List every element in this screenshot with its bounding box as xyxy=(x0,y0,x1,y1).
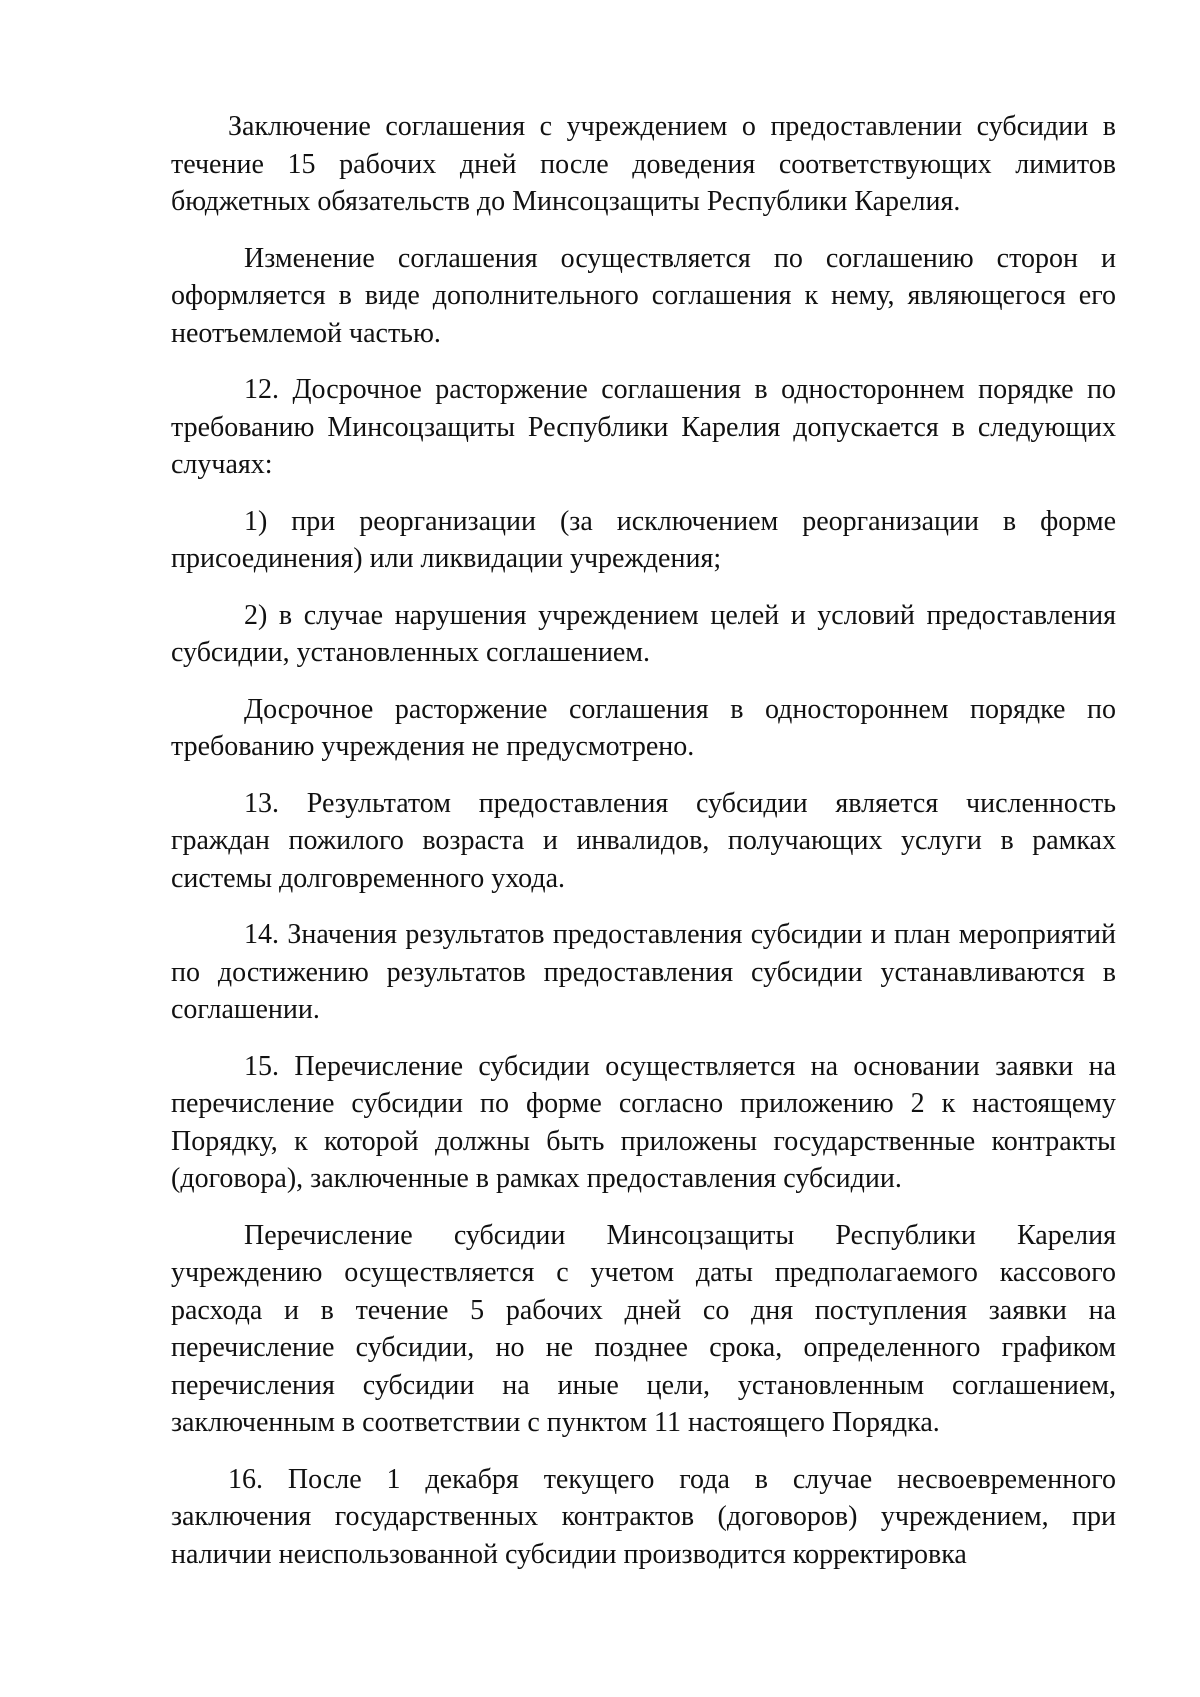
paragraph-termination-by-institution: Досрочное расторжение соглашения в одностороннем порядке по требованию учреждения не предусмотрено. xyxy=(171,693,1116,762)
paragraph-item-12: 12. Досрочное расторжение соглашения в одностороннем порядке по требованию Минсоцзащиты Республики Карелия допускается в следующих случаях: xyxy=(171,374,1116,480)
paragraph-item-14: 14. Значения результатов предоставления субсидии и план мероприятий по достижению результатов предоставления субсидии устанавливаются в соглашении. xyxy=(171,919,1116,1025)
document-body xyxy=(171,108,1116,1573)
paragraph-item-12-case-2: 2) в случае нарушения учреждением целей и условий предоставления субсидии, установленных соглашением. xyxy=(171,599,1116,668)
paragraph-agreement-conclusion: Заключение соглашения с учреждением о предоставлении субсидии в течение 15 рабочих дней после доведения соответствующих лимитов бюджетных обязательств до Минсоцзащиты Республики Карелия. xyxy=(171,111,1116,217)
paragraph-item-16: 16. После 1 декабря текущего года в случае несвоевременного заключения государственных контрактов (договоров) учреждением, при наличии неиспользованной субсидии производится корректировка xyxy=(171,1463,1116,1570)
paragraph-item-15: 15. Перечисление субсидии осуществляется на основании заявки на перечисление субсидии по форме согласно приложению 2 к настоящему Порядку, к которой должны быть приложены государственные контракты (договора), заключенные в рамках предоставления субсидии. xyxy=(171,1050,1116,1194)
paragraph-item-12-case-1: 1) при реорганизации (за исключением реорганизации в форме присоединения) или ликвидации учреждения; xyxy=(171,505,1116,574)
paragraph-transfer-terms: Перечисление субсидии Минсоцзащиты Республики Карелия учреждению осуществляется с учетом даты предполагаемого кассового расхода и в течение 5 рабочих дней со дня поступления заявки на перечисление субсидии, но не позднее срока, определенного графиком перечисления субсидии на иные цели, установленным соглашением, заключенным в соответствии с пунктом 11 настоящего Порядка. xyxy=(171,1219,1116,1438)
paragraph-item-13: 13. Результатом предоставления субсидии является численность граждан пожилого возраста и инвалидов, получающих услуги в рамках системы долговременного ухода. xyxy=(171,787,1116,894)
paragraph-agreement-change: Изменение соглашения осуществляется по соглашению сторон и оформляется в виде дополнительного соглашения к нему, являющегося его неотъемлемой частью. xyxy=(171,242,1116,349)
